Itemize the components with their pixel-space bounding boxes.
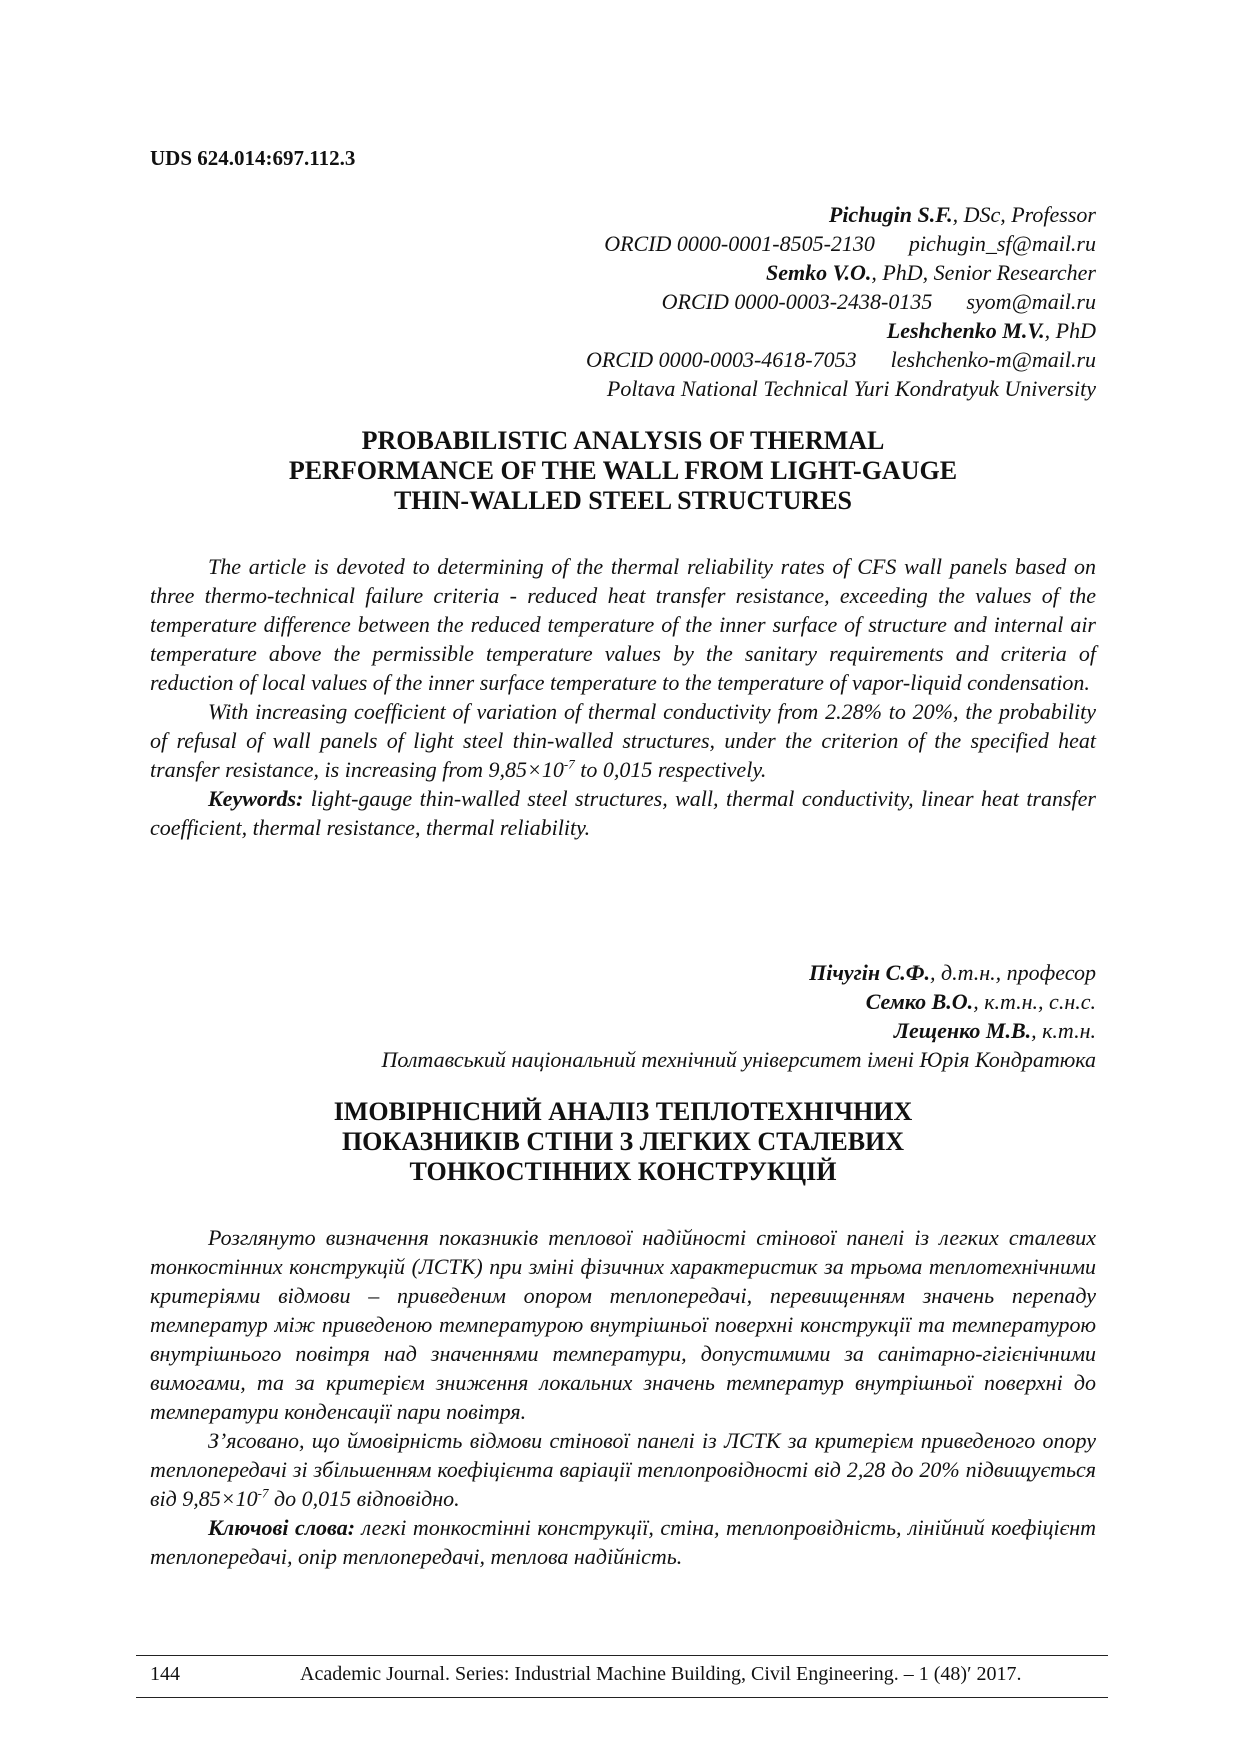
authors-block-en [336,200,1096,403]
orcid-line [336,287,1096,316]
author-degree: , д.т.н., професор [929,960,1096,985]
author-line [196,1016,1096,1045]
journal-citation: Academic Journal. Series: Industrial Machine Building, Civil Engineering. – 1 (48)′ 2017. [300,1663,1022,1685]
abstract-paragraph: Розглянуто визначення показників теплової надійності стінової панелі із легких сталевих тонкостінних конструкцій (ЛСТК) при зміні фізичних характеристик за трьома теплотехнічними критеріями відмови – приведеним опором теплопередачі, перевищенням значень перепаду температур між приведеною температурою внутрішньої поверхні конструкції та температурою внутрішнього повітря над значеннями температури, допустимими за санітарно-гігієнічними вимогами, та за критерієм зниження локальних значень температур внутрішньої поверхні до температури конденсації пари повітря. [150,1225,1096,1424]
keywords-label: Keywords: [208,786,304,811]
abstract-text: With increasing coefficient of variation of thermal conductivity from 2.28% to 20%, the probability of refusal of wall panels of light steel thin-walled structures, under the criterion of the specified heat transfer resistance, is increasing from 9,85×10 [150,699,1096,782]
author-email[interactable]: leshchenko-m@mail.ru [890,347,1096,372]
author-line [336,200,1096,229]
abstract-text: до 0,015 відповідно. [268,1486,460,1511]
title-line: ІМОВІРНІСНИЙ АНАЛІЗ ТЕПЛОТЕХНІЧНИХ [333,1097,913,1126]
author-name: Leshchenko M.V. [886,318,1045,343]
keywords-label: Ключові слова: [208,1515,356,1540]
footer-divider [136,1697,1108,1698]
affiliation: Полтавський національний технічний університет імені Юрія Кондратюка [381,1047,1096,1072]
keywords [150,784,1096,842]
author-name: Pichugin S.F. [828,202,953,227]
keywords-text: легкі тонкостінні конструкції, стіна, теплопровідність, лінійний коефіцієнт теплопередачі, опір теплопередачі, теплова надійність. [150,1515,1096,1569]
abstract-ua [150,1223,1096,1571]
udc-code: UDS 624.014:697.112.3 [150,146,356,170]
orcid-line [336,345,1096,374]
title-line: PROBABILISTIC ANALYSIS OF THERMAL [361,426,885,455]
author-degree: , PhD [1044,318,1096,343]
author-name: Пічугін С.Ф. [809,960,930,985]
title-line: THIN-WALLED STEEL STRUCTURES [393,486,853,515]
author-line [336,316,1096,345]
author-email[interactable]: syom@mail.ru [966,289,1096,314]
author-name: Лещенко М.В. [893,1018,1032,1043]
exponent: -7 [257,1485,269,1501]
article-title-en [150,426,1096,516]
author-degree: , PhD, Senior Researcher [871,260,1096,285]
article-title-ua [150,1097,1096,1187]
abstract-en [150,552,1096,842]
authors-block-ua [196,958,1096,1074]
orcid: ORCID 0000-0003-4618-7053 [585,347,857,372]
author-line [196,958,1096,987]
page-number: 144 [150,1663,180,1685]
title-line: PERFORMANCE OF THE WALL FROM LIGHT-GAUGE [288,456,958,485]
keywords [150,1513,1096,1571]
abstract-paragraph [150,1426,1096,1513]
footer-divider [136,1655,1108,1656]
orcid-line [336,229,1096,258]
author-name: Semko V.O. [766,260,872,285]
author-line [196,987,1096,1016]
title-line: ТОНКОСТІННИХ КОНСТРУКЦІЙ [409,1157,837,1186]
author-degree: , к.т.н. [1031,1018,1096,1043]
affiliation: Poltava National Technical Yuri Kondratyuk University [606,376,1096,401]
abstract-paragraph [150,697,1096,784]
keywords-text: light-gauge thin-walled steel structures, wall, thermal conductivity, linear heat transfer coefficient, thermal resistance, thermal reliability. [150,786,1096,840]
author-name: Семко В.О. [865,989,974,1014]
author-degree: , к.т.н., с.н.с. [973,989,1096,1014]
abstract-text: З’ясовано, що ймовірність відмови стінової панелі із ЛСТК за критерієм приведеного опору теплопередачі зі збільшенням коефіцієнта варіації теплопровідності від 2,28 до 20% підвищується від 9,85×10 [150,1428,1096,1511]
abstract-paragraph: The article is devoted to determining of the thermal reliability rates of CFS wall panels based on three thermo-technical failure criteria - reduced heat transfer resistance, exceeding the values of the temperature difference between the reduced temperature of the inner surface of structure and internal air temperature above the permissible temperature values by the sanitary requirements and criteria of reduction of local values of the inner surface temperature to the temperature of vapor-liquid condensation. [150,554,1096,695]
orcid: ORCID 0000-0003-2438-0135 [661,289,933,314]
title-line: ПОКАЗНИКІВ СТІНИ З ЛЕГКИХ СТАЛЕВИХ [341,1127,905,1156]
orcid: ORCID 0000-0001-8505-2130 [604,231,875,256]
abstract-text: to 0,015 respectively. [574,757,767,782]
exponent: -7 [563,756,575,772]
author-email[interactable]: pichugin_sf@mail.ru [908,231,1096,256]
author-degree: , DSc, Professor [952,202,1096,227]
author-line [336,258,1096,287]
